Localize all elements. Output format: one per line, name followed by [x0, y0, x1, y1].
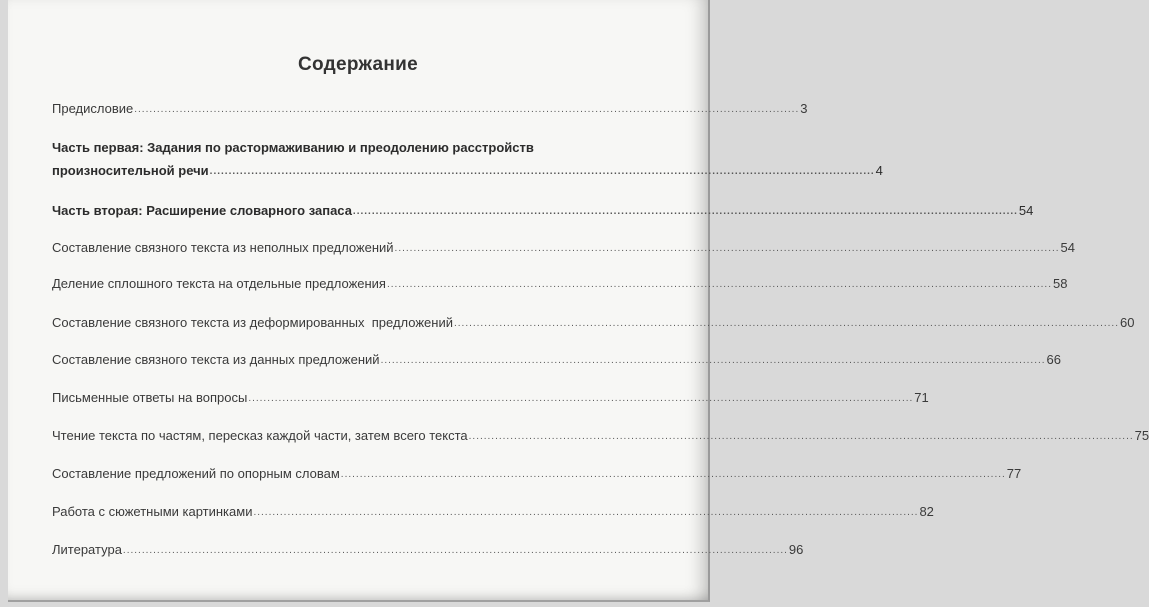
toc-entry-page: 75: [1134, 428, 1149, 443]
toc-entry: [52, 542, 804, 558]
toc-entry: [52, 203, 1034, 219]
toc-entry: [52, 352, 1062, 368]
toc-entry-text: Предисловие: [52, 101, 134, 116]
toc-entry: [52, 466, 1022, 482]
dot-leader: ................................................................................................................................................................................: [394, 243, 1060, 254]
toc-entry-text: Часть вторая: Расширение словарного запаса: [52, 203, 352, 218]
toc-entry-text: Работа с сюжетными картинками: [52, 504, 253, 519]
dot-leader: ................................................................................................................................................................................: [134, 104, 800, 115]
dot-leader: ................................................................................................................................................................................: [340, 469, 1006, 480]
toc-entry: [52, 390, 929, 406]
toc-entry-page: 77: [1006, 466, 1022, 481]
toc-entry-text: Составление предложений по опорным словам: [52, 466, 340, 481]
page-title: Содержание: [297, 54, 419, 75]
document-page: [8, 0, 1149, 602]
toc-entry-text-line1: Часть первая: Задания по растормаживанию и преодолению расстройств: [52, 140, 534, 155]
dot-leader: ................................................................................................................................................................................: [248, 393, 914, 404]
toc-entry-text: Составление связного текста из неполных предложений: [52, 240, 394, 255]
dot-leader: ................................................................................................................................................................................: [386, 279, 1052, 290]
dot-leader: ................................................................................................................................................................................: [380, 355, 1046, 366]
toc-entry-page: 60: [1119, 315, 1135, 330]
dot-leader: ................................................................................................................................................................................: [468, 431, 1134, 442]
toc-entry: [52, 240, 1075, 256]
toc-entry-text: Письменные ответы на вопросы: [52, 390, 248, 405]
dot-leader: ................................................................................................................................................................................: [352, 206, 1018, 217]
toc-entry: [52, 428, 1149, 444]
toc-entry-page: 4: [875, 163, 883, 178]
toc-entry: [52, 101, 808, 117]
toc-entry-text: Деление сплошного текста на отдельные предложения: [52, 276, 386, 291]
toc-entry-page: 71: [914, 390, 929, 405]
toc-entry: [52, 276, 1068, 292]
toc-entry-text: Чтение текста по частям, пересказ каждой части, затем всего текста: [52, 428, 468, 443]
toc-entry: [52, 163, 883, 179]
toc-entry-text: Литература: [52, 542, 122, 557]
toc-entry: [52, 504, 934, 520]
toc-entry-page: 96: [788, 542, 804, 557]
toc-entry-page: 54: [1060, 240, 1075, 255]
toc-entry-text: Составление связного текста из деформированных предложений: [52, 315, 453, 330]
toc-entry-page: 66: [1046, 352, 1062, 367]
dot-leader: ................................................................................................................................................................................: [453, 318, 1119, 329]
dot-leader: ................................................................................................................................................................................: [209, 166, 875, 177]
dot-leader: ................................................................................................................................................................................: [253, 507, 919, 518]
toc-entry: [52, 315, 1135, 331]
toc-entry-page: 3: [800, 101, 808, 116]
toc-entry-page: 58: [1052, 276, 1068, 291]
dot-leader: ................................................................................................................................................................................: [122, 545, 788, 556]
toc-entry-page: 54: [1018, 203, 1034, 218]
toc-entry-text: произносительной речи: [52, 163, 209, 178]
toc-entry-page: 82: [919, 504, 934, 519]
toc-entry-text: Составление связного текста из данных предложений: [52, 352, 380, 367]
